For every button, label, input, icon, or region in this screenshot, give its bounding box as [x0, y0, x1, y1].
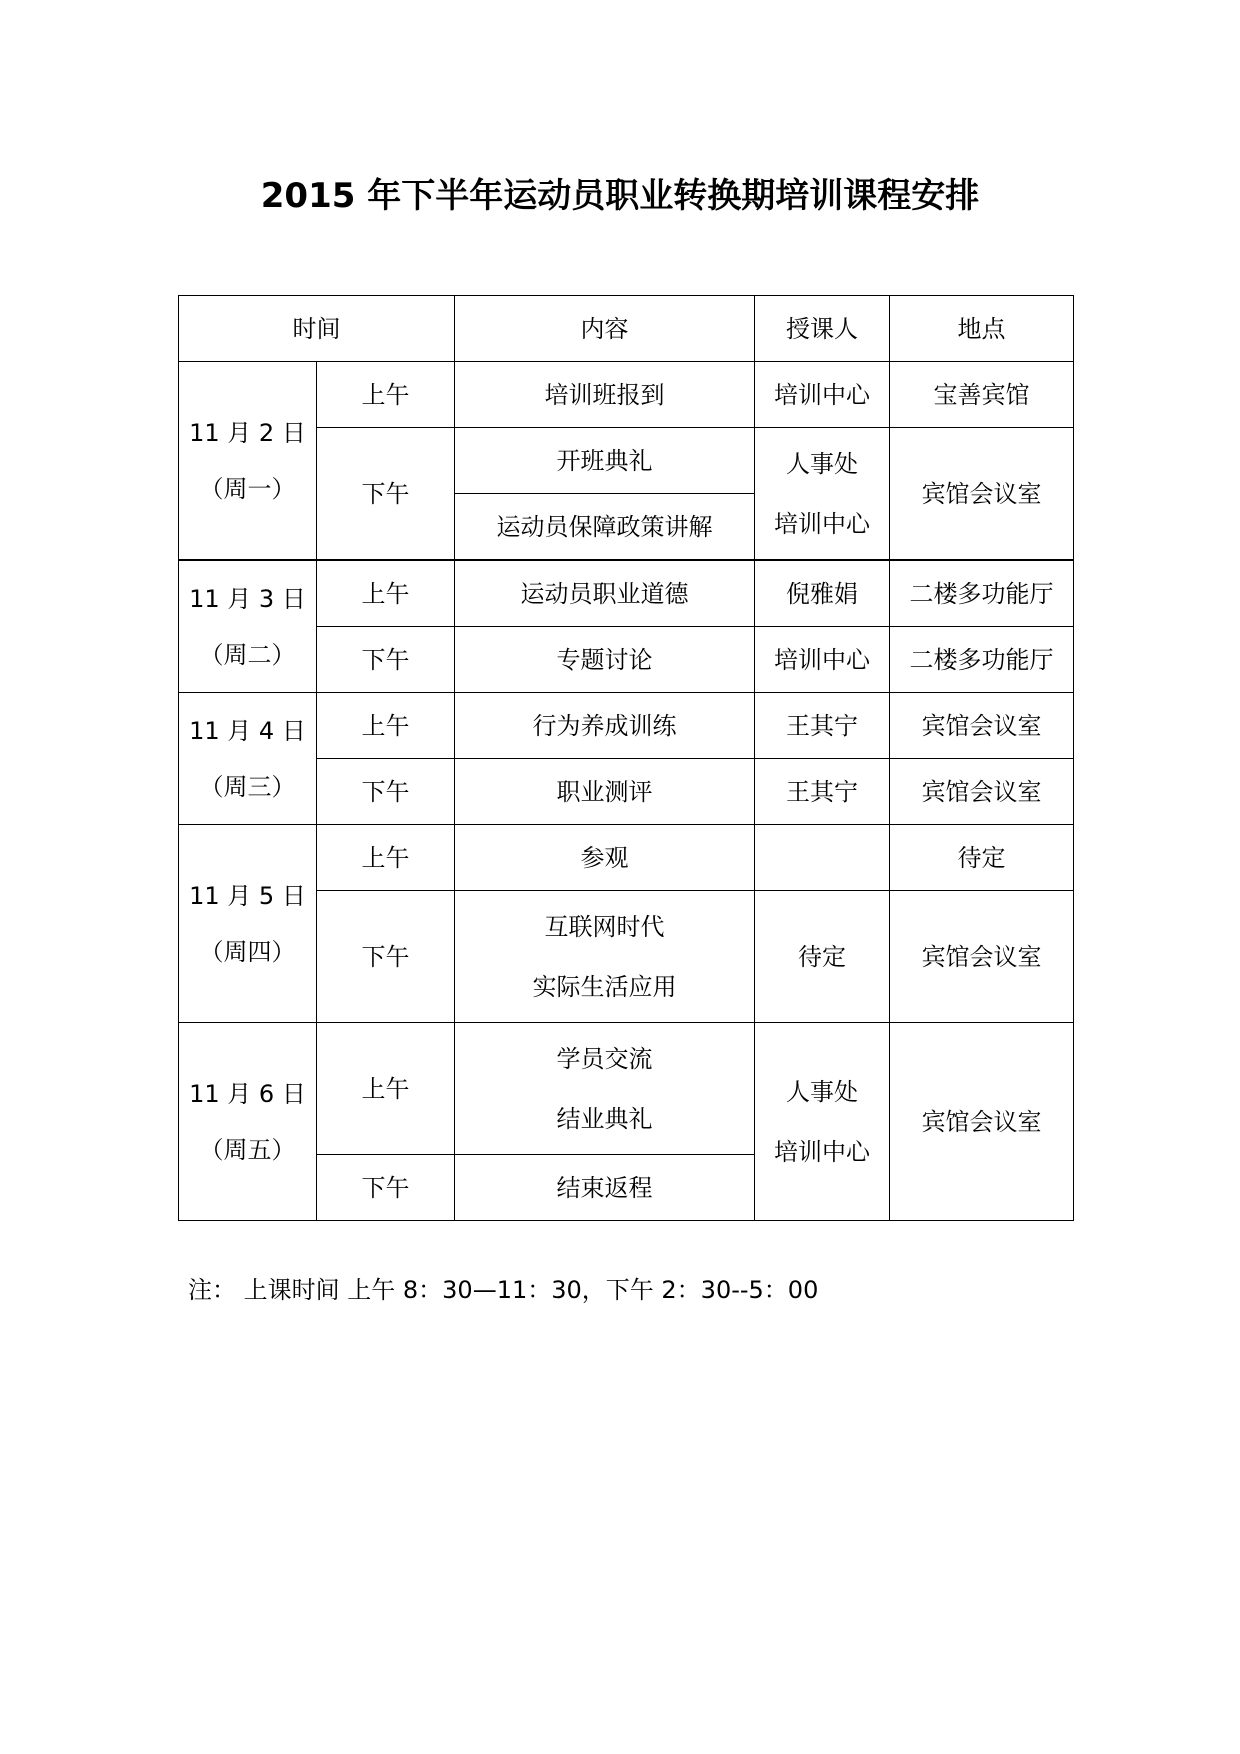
day-date: 11 月 3 日: [189, 584, 306, 613]
content-cell: [455, 891, 755, 1023]
content-cell: 结束返程: [455, 1155, 755, 1221]
location-cell: 二楼多功能厅: [890, 627, 1074, 693]
lecturer-cell: 王其宁: [755, 693, 890, 759]
lecturer-cell: 倪雅娟: [755, 560, 890, 627]
day-date: 11 月 4 日: [189, 716, 306, 745]
period-cell: 下午: [317, 627, 455, 693]
content-cell: 运动员职业道德: [455, 560, 755, 627]
table-row: [179, 560, 1074, 627]
day-weekday: （周五）: [199, 1135, 296, 1164]
period-cell: 上午: [317, 825, 455, 891]
table-row: [179, 362, 1074, 428]
day-date: 11 月 2 日: [189, 418, 306, 447]
day-weekday: （周三）: [199, 772, 296, 801]
content-line: 互联网时代: [544, 912, 665, 941]
location-cell: 宾馆会议室: [890, 891, 1074, 1023]
header-location: 地点: [890, 296, 1074, 362]
day-weekday: （周一）: [199, 474, 296, 503]
location-cell: 待定: [890, 825, 1074, 891]
day-weekday: （周二）: [199, 640, 296, 669]
document-title: 2015 年下半年运动员职业转换期培训课程安排: [260, 176, 980, 216]
header-row: [179, 296, 1074, 362]
content-cell: 职业测评: [455, 759, 755, 825]
table-row: [179, 693, 1074, 759]
day-date-cell: [179, 825, 317, 1023]
period-cell: 下午: [317, 891, 455, 1023]
content-cell: 行为养成训练: [455, 693, 755, 759]
content-cell: [455, 1023, 755, 1155]
lecturer-cell: [755, 1023, 890, 1221]
lecturer-line: 培训中心: [774, 1137, 870, 1166]
lecturer-cell: 王其宁: [755, 759, 890, 825]
content-cell: 培训班报到: [455, 362, 755, 428]
day-date-cell: [179, 693, 317, 825]
header-time: 时间: [179, 296, 455, 362]
location-cell: 宾馆会议室: [890, 759, 1074, 825]
lecturer-cell: 培训中心: [755, 362, 890, 428]
schedule-note: 注： 上课时间 上午 8：30—11：30，下午 2：30--5：00: [188, 1276, 819, 1304]
period-cell: 上午: [317, 1023, 455, 1155]
schedule-table: [178, 295, 1074, 1221]
lecturer-line: 人事处: [786, 1077, 858, 1106]
header-content: 内容: [455, 296, 755, 362]
period-cell: 下午: [317, 759, 455, 825]
day-date-cell: [179, 560, 317, 693]
location-cell: 宾馆会议室: [890, 428, 1074, 561]
content-cell: 专题讨论: [455, 627, 755, 693]
content-cell: 开班典礼: [455, 428, 755, 494]
period-cell: 上午: [317, 693, 455, 759]
lecturer-line: 人事处: [786, 449, 858, 478]
table-row: [179, 1023, 1074, 1155]
period-cell: 上午: [317, 362, 455, 428]
content-cell: 参观: [455, 825, 755, 891]
period-cell: 上午: [317, 560, 455, 627]
content-line: 结业典礼: [556, 1104, 653, 1133]
lecturer-cell: [755, 428, 890, 561]
lecturer-cell: 待定: [755, 891, 890, 1023]
lecturer-cell: 培训中心: [755, 627, 890, 693]
period-cell: 下午: [317, 428, 455, 561]
period-cell: 下午: [317, 1155, 455, 1221]
table-row: [179, 825, 1074, 891]
location-cell: 二楼多功能厅: [890, 560, 1074, 627]
location-cell: 宝善宾馆: [890, 362, 1074, 428]
day-date: 11 月 6 日: [189, 1079, 306, 1108]
location-cell: 宾馆会议室: [890, 693, 1074, 759]
day-date-cell: [179, 362, 317, 561]
content-cell: 运动员保障政策讲解: [455, 494, 755, 561]
day-date: 11 月 5 日: [189, 881, 306, 910]
location-cell: 宾馆会议室: [890, 1023, 1074, 1221]
day-weekday: （周四）: [199, 937, 296, 966]
header-lecturer: 授课人: [755, 296, 890, 362]
content-line: 实际生活应用: [532, 972, 677, 1001]
lecturer-cell: [755, 825, 890, 891]
content-line: 学员交流: [556, 1044, 653, 1073]
day-date-cell: [179, 1023, 317, 1221]
lecturer-line: 培训中心: [774, 509, 870, 538]
